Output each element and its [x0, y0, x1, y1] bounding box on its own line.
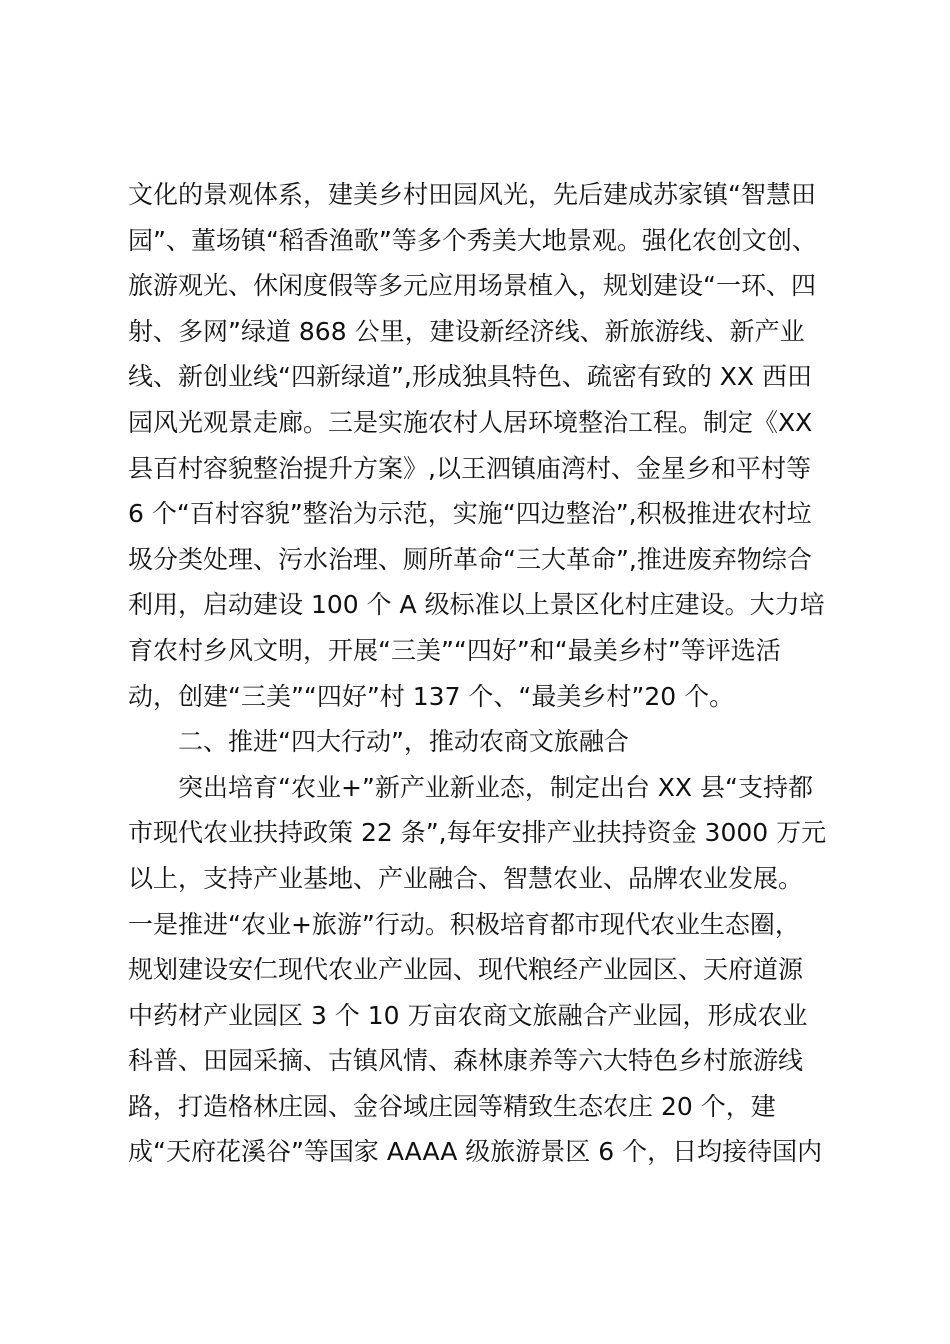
text-line: 县百村容貌整治提升方案》,以王泗镇庙湾村、金星乡和平村等 — [128, 453, 811, 483]
text-line: 文化的景观体系，建美乡村田园风光，先后建成苏家镇“智慧田 — [128, 180, 816, 209]
text-line: 射、多网”绿道 868 公里，建设新经济线、新旅游线、新产业 — [128, 316, 805, 346]
text-line: 园”、董场镇“稻香渔歌”等多个秀美大地景观。强化农创文创、 — [128, 225, 817, 255]
text-line: 动，创建“三美”“四好”村 137 个、“最美乡村”20 个。 — [128, 681, 735, 711]
text-line: 旅游观光、休闲度假等多元应用场景植入，规划建设“一环、四 — [128, 271, 816, 301]
text-line: 育农村乡风文明，开展“三美”“四好”和“最美乡村”等评选活 — [128, 635, 781, 665]
text-line: 6 个“百村容貌”整治为示范，实施“四边整治”,积极推进农村垃 — [128, 499, 812, 529]
text-line: 圾分类处理、污水治理、厕所革命“三大革命”,推进废弃物综合 — [128, 544, 812, 574]
text-line: 路，打造格林庄园、金谷域庄园等精致生态农庄 20 个，建 — [128, 1091, 776, 1121]
text-line: 科普、田园采摘、古镇风情、森林康养等六大特色乡村旅游线 — [128, 1046, 804, 1076]
text-line: 利用，启动建设 100 个 A 级标准以上景区化村庄建设。大力培 — [128, 590, 825, 620]
text-line: 线、新创业线“四新绿道”,形成独具特色、疏密有致的 XX 西田 — [128, 362, 812, 392]
text-line: 市现代农业扶持政策 22 条”,每年安排产业扶持资金 3000 万元 — [128, 818, 827, 848]
paragraph-first-line: 突出培育“农业+”新产业新业态，制定出台 XX 县“支持都 — [178, 772, 813, 802]
body-text — [128, 172, 833, 1175]
text-line: 成“天府花溪谷”等国家 AAAA 级旅游景区 6 个，日均接待国内 — [128, 1137, 823, 1167]
text-line: 园风光观景走廊。三是实施农村人居环境整治工程。制定《XX — [128, 407, 813, 437]
text-line: 规划建设安仁现代农业产业园、现代粮经产业园区、天府道源 — [128, 955, 804, 985]
text-line: 以上，支持产业基地、产业融合、智慧农业、品牌农业发展。 — [128, 863, 804, 893]
text-line: 一是推进“农业+旅游”行动。积极培育都市现代农业生态圈， — [128, 909, 800, 939]
section-heading: 二、推进“四大行动”，推动农商文旅融合 — [178, 727, 629, 757]
text-line: 中药材产业园区 3 个 10 万亩农商文旅融合产业园，形成农业 — [128, 1000, 808, 1030]
